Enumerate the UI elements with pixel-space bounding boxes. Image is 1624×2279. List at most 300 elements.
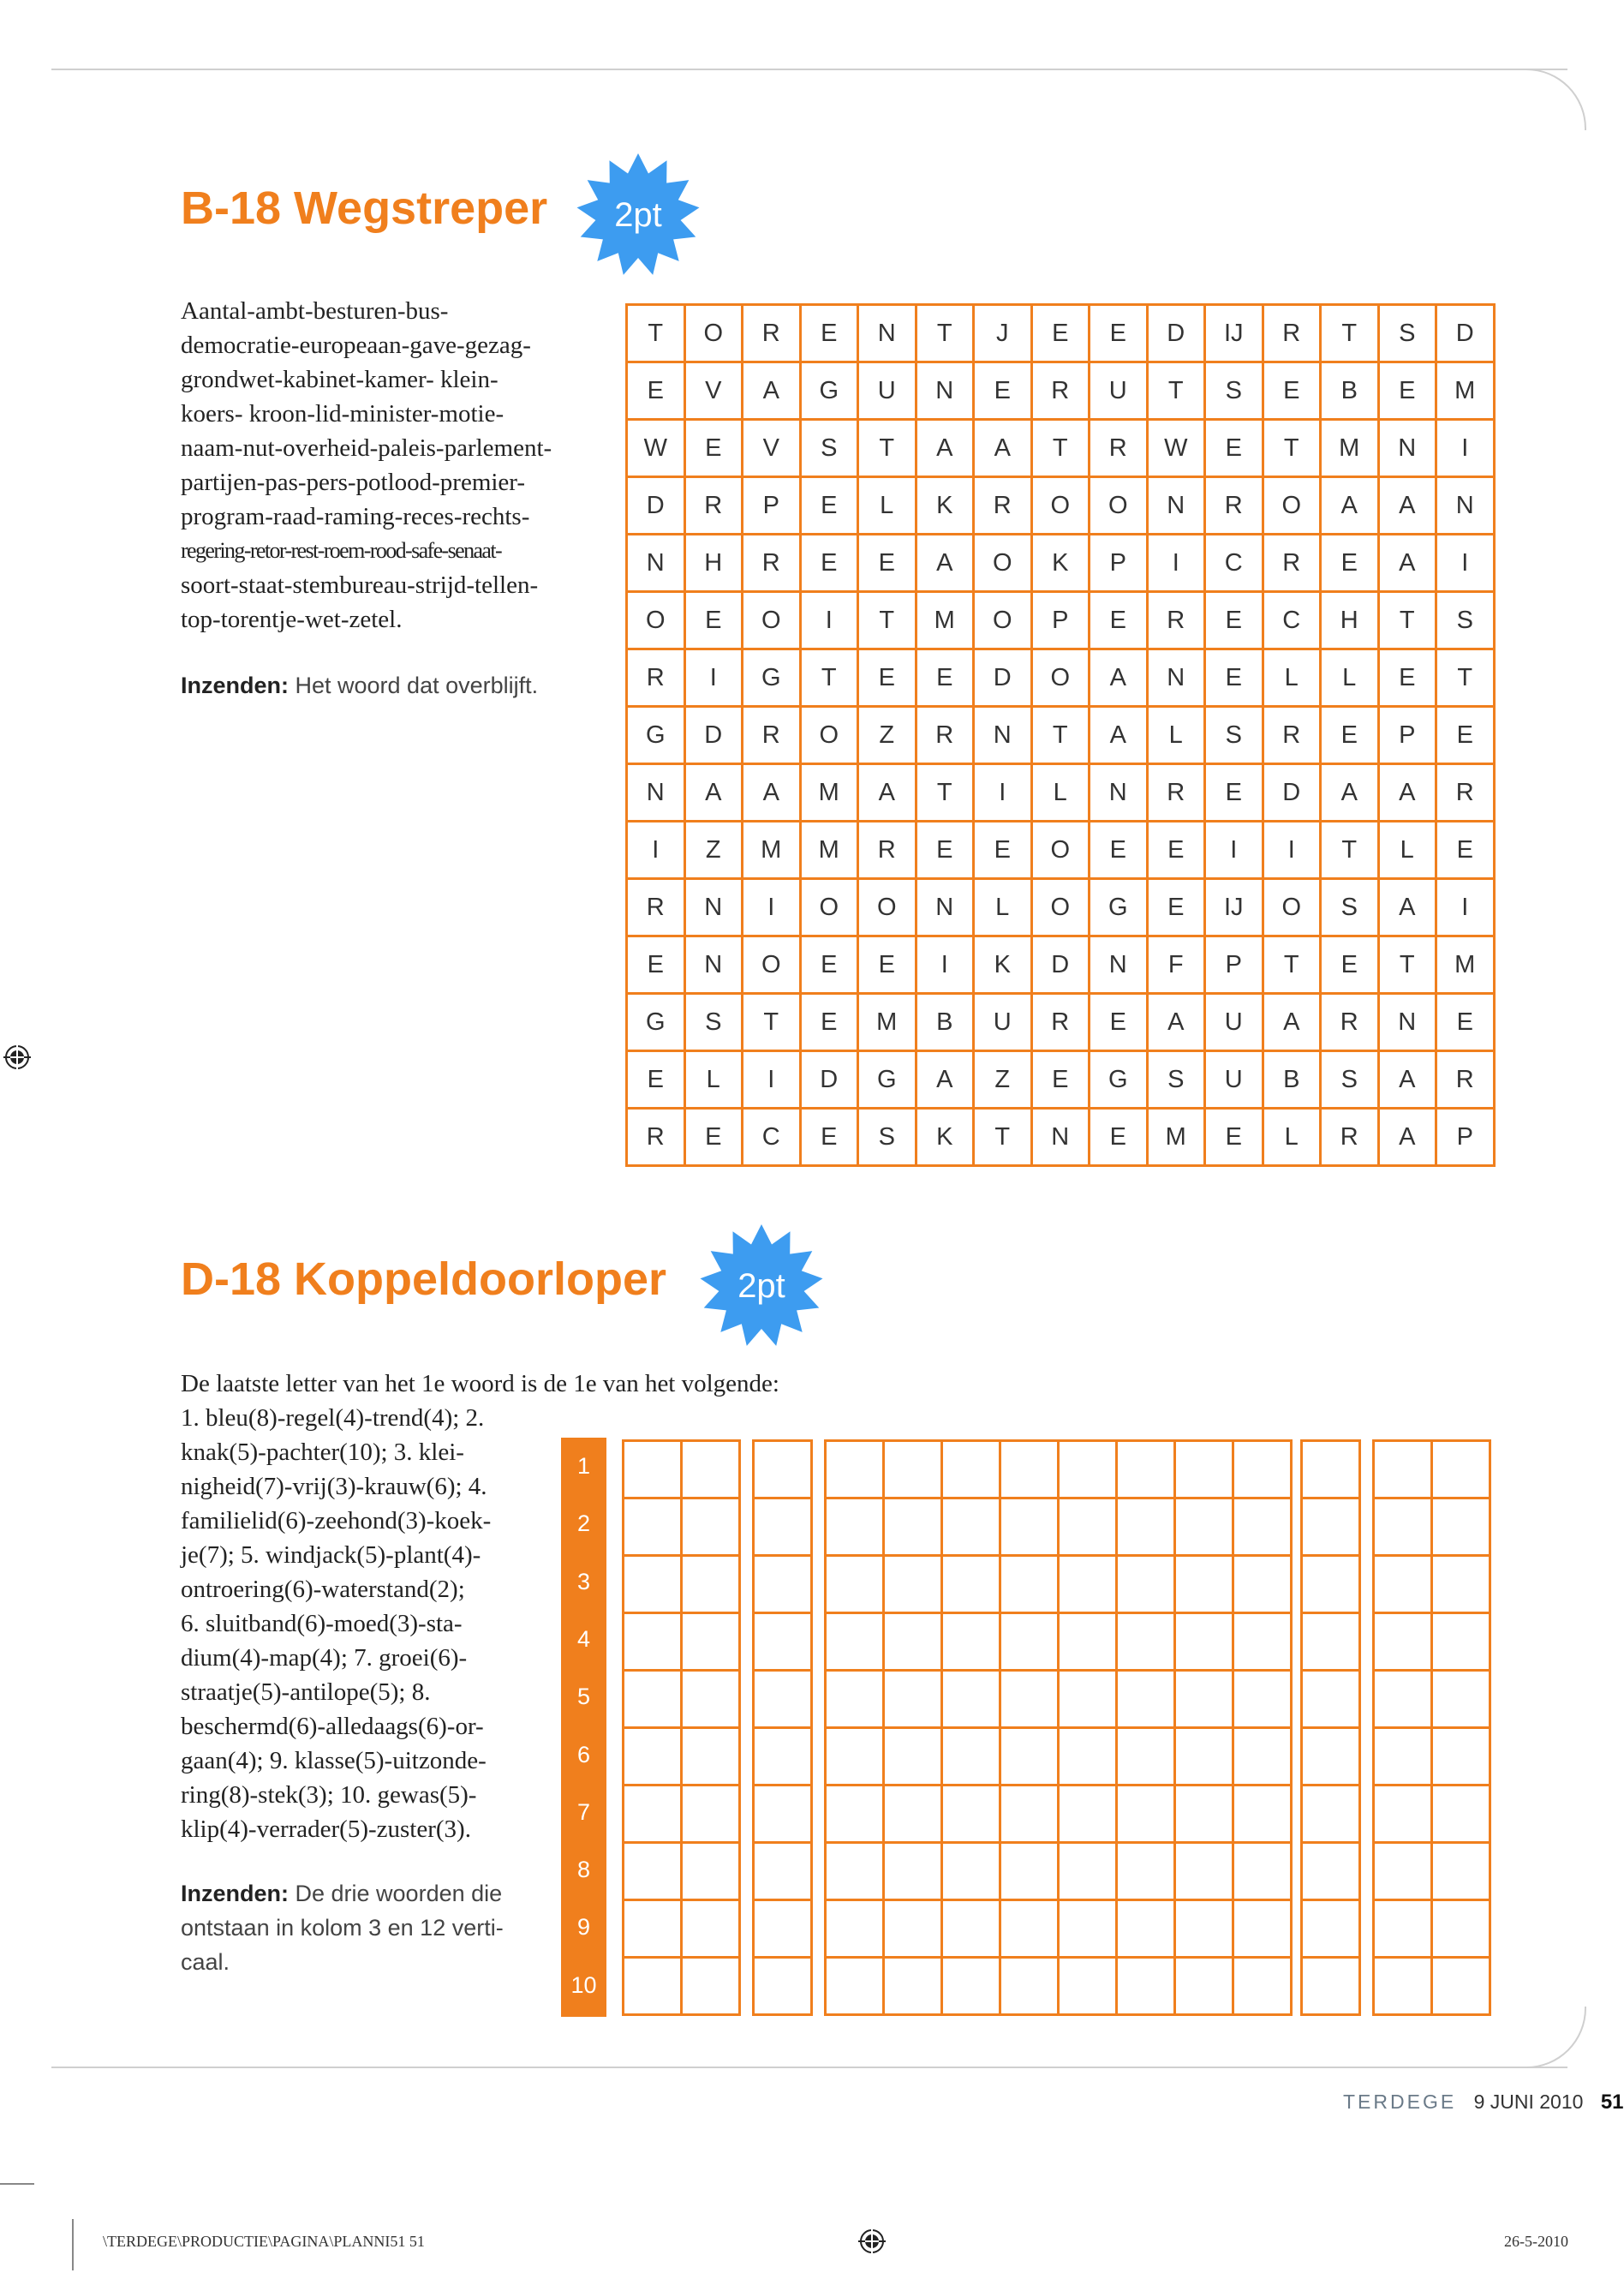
answer-cell[interactable] [1302,1958,1360,2015]
grid-cell[interactable]: D [1147,305,1205,362]
answer-cell[interactable] [1000,1556,1059,1613]
grid-cell[interactable]: T [1321,305,1379,362]
grid-cell[interactable]: S [800,420,858,477]
grid-cell[interactable]: N [1378,420,1436,477]
grid-cell[interactable]: E [800,1109,858,1166]
answer-cell[interactable] [682,1786,740,1843]
answer-cell[interactable] [1233,1498,1292,1556]
grid-cell[interactable]: E [1147,879,1205,936]
grid-cell[interactable]: S [1378,305,1436,362]
grid-cell[interactable]: R [1205,477,1263,535]
grid-cell[interactable]: T [916,764,974,822]
answer-cell[interactable] [826,1498,884,1556]
grid-cell[interactable]: T [858,592,916,649]
answer-cell[interactable] [1000,1843,1059,1900]
grid-cell[interactable]: H [684,535,743,592]
grid-cell[interactable]: IJ [1205,305,1263,362]
grid-cell[interactable]: R [627,879,685,936]
answer-cell[interactable] [1432,1958,1490,2015]
grid-cell[interactable]: E [800,994,858,1051]
grid-cell[interactable]: E [1436,822,1495,879]
grid-cell[interactable]: O [800,707,858,764]
grid-cell[interactable]: E [1031,1051,1090,1109]
grid-cell[interactable]: G [1090,1051,1148,1109]
answer-cell[interactable] [1432,1671,1490,1728]
grid-cell[interactable]: O [1263,879,1321,936]
grid-cell[interactable]: E [1321,707,1379,764]
grid-cell[interactable]: E [916,822,974,879]
grid-cell[interactable]: E [684,1109,743,1166]
grid-cell[interactable]: G [627,994,685,1051]
answer-cell[interactable] [1175,1786,1233,1843]
answer-cell[interactable] [1432,1843,1490,1900]
grid-cell[interactable]: E [974,822,1032,879]
grid-cell[interactable]: E [1205,649,1263,707]
grid-cell[interactable]: E [627,362,685,420]
answer-cell[interactable] [1175,1498,1233,1556]
grid-cell[interactable]: A [1378,477,1436,535]
grid-cell[interactable]: I [743,1051,801,1109]
grid-cell[interactable]: IJ [1205,879,1263,936]
grid-cell[interactable]: R [627,1109,685,1166]
grid-cell[interactable]: O [1090,477,1148,535]
grid-cell[interactable]: I [1436,535,1495,592]
answer-cell[interactable] [624,1613,682,1671]
answer-cell[interactable] [826,1613,884,1671]
answer-cell[interactable] [1000,1441,1059,1498]
grid-cell[interactable]: R [1263,535,1321,592]
grid-cell[interactable]: M [800,822,858,879]
grid-cell[interactable]: M [858,994,916,1051]
answer-cell[interactable] [682,1671,740,1728]
answer-cell[interactable] [624,1900,682,1958]
grid-cell[interactable]: R [1321,994,1379,1051]
answer-cell[interactable] [884,1786,942,1843]
answer-cell[interactable] [624,1958,682,2015]
grid-cell[interactable]: A [1378,1051,1436,1109]
grid-cell[interactable]: I [627,822,685,879]
answer-cell[interactable] [826,1441,884,1498]
grid-cell[interactable]: E [1436,707,1495,764]
answer-cell[interactable] [1233,1958,1292,2015]
grid-cell[interactable]: M [1147,1109,1205,1166]
grid-cell[interactable]: E [1263,362,1321,420]
grid-cell[interactable]: E [1378,362,1436,420]
answer-cell[interactable] [1175,1671,1233,1728]
grid-cell[interactable]: T [1436,649,1495,707]
grid-cell[interactable]: G [627,707,685,764]
grid-cell[interactable]: U [974,994,1032,1051]
answer-cell[interactable] [1059,1900,1117,1958]
grid-cell[interactable]: E [800,535,858,592]
grid-cell[interactable]: D [800,1051,858,1109]
answer-cell[interactable] [884,1613,942,1671]
grid-cell[interactable]: Z [684,822,743,879]
grid-cell[interactable]: T [1321,822,1379,879]
answer-cell[interactable] [1233,1671,1292,1728]
grid-cell[interactable]: N [916,362,974,420]
grid-cell[interactable]: T [1031,707,1090,764]
answer-cell[interactable] [826,1671,884,1728]
grid-cell[interactable]: N [1147,649,1205,707]
grid-cell[interactable]: S [858,1109,916,1166]
answer-cell[interactable] [1000,1786,1059,1843]
answer-cell[interactable] [1117,1728,1175,1786]
answer-cell[interactable] [754,1441,812,1498]
answer-cell[interactable] [1059,1441,1117,1498]
answer-cell[interactable] [1117,1786,1175,1843]
grid-cell[interactable]: D [627,477,685,535]
answer-cell[interactable] [942,1441,1000,1498]
grid-cell[interactable]: M [743,822,801,879]
grid-cell[interactable]: L [1378,822,1436,879]
answer-cell[interactable] [1233,1900,1292,1958]
grid-cell[interactable]: T [858,420,916,477]
grid-cell[interactable]: E [1031,305,1090,362]
answer-cell[interactable] [1059,1843,1117,1900]
grid-cell[interactable]: N [974,707,1032,764]
grid-cell[interactable]: N [858,305,916,362]
grid-cell[interactable]: N [1436,477,1495,535]
answer-cell[interactable] [624,1786,682,1843]
grid-cell[interactable]: Z [858,707,916,764]
grid-cell[interactable]: I [1436,420,1495,477]
grid-cell[interactable]: E [684,420,743,477]
grid-cell[interactable]: E [1090,592,1148,649]
answer-cell[interactable] [884,1728,942,1786]
grid-cell[interactable]: E [858,649,916,707]
grid-cell[interactable]: M [800,764,858,822]
grid-cell[interactable]: A [1263,994,1321,1051]
grid-cell[interactable]: N [684,936,743,994]
grid-cell[interactable]: U [1090,362,1148,420]
grid-cell[interactable]: D [1436,305,1495,362]
grid-cell[interactable]: N [684,879,743,936]
answer-cell[interactable] [1000,1900,1059,1958]
answer-cell[interactable] [754,1958,812,2015]
grid-cell[interactable]: N [1147,477,1205,535]
grid-cell[interactable]: L [1147,707,1205,764]
grid-cell[interactable]: E [1205,592,1263,649]
answer-cell[interactable] [682,1843,740,1900]
grid-cell[interactable]: A [974,420,1032,477]
grid-cell[interactable]: S [1321,1051,1379,1109]
grid-cell[interactable]: R [858,822,916,879]
answer-cell[interactable] [754,1613,812,1671]
grid-cell[interactable]: E [1090,994,1148,1051]
answer-cell[interactable] [1175,1900,1233,1958]
grid-cell[interactable]: O [1031,477,1090,535]
grid-cell[interactable]: E [1321,936,1379,994]
answer-cell[interactable] [1000,1498,1059,1556]
grid-cell[interactable]: B [1321,362,1379,420]
grid-cell[interactable]: I [974,764,1032,822]
grid-cell[interactable]: I [800,592,858,649]
grid-cell[interactable]: B [916,994,974,1051]
grid-cell[interactable]: A [1378,1109,1436,1166]
answer-cell[interactable] [754,1900,812,1958]
grid-cell[interactable]: N [1090,764,1148,822]
answer-cell[interactable] [682,1728,740,1786]
answer-cell[interactable] [754,1556,812,1613]
answer-cell[interactable] [1233,1441,1292,1498]
grid-cell[interactable]: O [627,592,685,649]
answer-cell[interactable] [682,1958,740,2015]
grid-cell[interactable]: E [1205,420,1263,477]
answer-cell[interactable] [1117,1441,1175,1498]
grid-cell[interactable]: M [1436,936,1495,994]
grid-cell[interactable]: O [800,879,858,936]
grid-cell[interactable]: T [1263,936,1321,994]
grid-cell[interactable]: I [1147,535,1205,592]
grid-cell[interactable]: R [1147,592,1205,649]
grid-cell[interactable]: A [1321,764,1379,822]
answer-cell[interactable] [1374,1556,1432,1613]
answer-cell[interactable] [754,1498,812,1556]
answer-cell[interactable] [884,1843,942,1900]
answer-cell[interactable] [1000,1671,1059,1728]
grid-cell[interactable]: A [1147,994,1205,1051]
answer-cell[interactable] [1233,1843,1292,1900]
grid-cell[interactable]: L [684,1051,743,1109]
answer-cell[interactable] [1117,1958,1175,2015]
answer-cell[interactable] [1059,1498,1117,1556]
answer-cell[interactable] [1175,1843,1233,1900]
grid-cell[interactable]: G [1090,879,1148,936]
answer-cell[interactable] [1374,1900,1432,1958]
answer-cell[interactable] [1059,1556,1117,1613]
grid-cell[interactable]: S [1436,592,1495,649]
grid-cell[interactable]: N [916,879,974,936]
grid-cell[interactable]: T [1378,936,1436,994]
answer-cell[interactable] [826,1728,884,1786]
answer-cell[interactable] [1175,1441,1233,1498]
answer-cell[interactable] [1374,1958,1432,2015]
grid-cell[interactable]: M [1321,420,1379,477]
grid-cell[interactable]: C [1263,592,1321,649]
answer-cell[interactable] [1117,1671,1175,1728]
answer-cell[interactable] [754,1786,812,1843]
grid-cell[interactable]: T [1147,362,1205,420]
grid-cell[interactable]: E [1436,994,1495,1051]
answer-cell[interactable] [1374,1843,1432,1900]
answer-cell[interactable] [624,1556,682,1613]
grid-cell[interactable]: A [1090,707,1148,764]
answer-cell[interactable] [1432,1613,1490,1671]
answer-cell[interactable] [1233,1728,1292,1786]
grid-cell[interactable]: R [1436,764,1495,822]
grid-cell[interactable]: P [1031,592,1090,649]
answer-cell[interactable] [1302,1900,1360,1958]
answer-cell[interactable] [624,1498,682,1556]
answer-cell[interactable] [1233,1786,1292,1843]
answer-cell[interactable] [1059,1958,1117,2015]
grid-cell[interactable]: N [1031,1109,1090,1166]
grid-cell[interactable]: A [684,764,743,822]
grid-cell[interactable]: D [974,649,1032,707]
answer-cell[interactable] [682,1613,740,1671]
answer-cell[interactable] [826,1786,884,1843]
answer-cell[interactable] [826,1556,884,1613]
grid-cell[interactable]: I [743,879,801,936]
grid-cell[interactable]: U [858,362,916,420]
grid-cell[interactable]: G [800,362,858,420]
grid-cell[interactable]: T [743,994,801,1051]
grid-cell[interactable]: O [1031,649,1090,707]
grid-cell[interactable]: A [1090,649,1148,707]
grid-cell[interactable]: D [1263,764,1321,822]
grid-cell[interactable]: P [1090,535,1148,592]
answer-cell[interactable] [1117,1900,1175,1958]
grid-cell[interactable]: P [1205,936,1263,994]
answer-cell[interactable] [1374,1786,1432,1843]
grid-cell[interactable]: U [1205,1051,1263,1109]
grid-cell[interactable]: P [1378,707,1436,764]
grid-cell[interactable]: L [858,477,916,535]
answer-cell[interactable] [884,1671,942,1728]
grid-cell[interactable]: E [627,936,685,994]
grid-cell[interactable]: E [974,362,1032,420]
answer-cell[interactable] [1432,1900,1490,1958]
grid-cell[interactable]: S [1321,879,1379,936]
grid-cell[interactable]: E [1321,535,1379,592]
grid-cell[interactable]: T [1378,592,1436,649]
answer-cell[interactable] [1432,1556,1490,1613]
answer-cell[interactable] [826,1958,884,2015]
answer-cell[interactable] [682,1441,740,1498]
answer-cell[interactable] [1302,1843,1360,1900]
answer-cell[interactable] [1000,1613,1059,1671]
grid-cell[interactable]: R [743,707,801,764]
grid-cell[interactable]: V [743,420,801,477]
answer-cell[interactable] [1233,1556,1292,1613]
answer-cell[interactable] [1117,1498,1175,1556]
grid-cell[interactable]: A [916,1051,974,1109]
grid-cell[interactable]: O [974,535,1032,592]
grid-cell[interactable]: H [1321,592,1379,649]
grid-cell[interactable]: O [743,592,801,649]
answer-cell[interactable] [942,1728,1000,1786]
answer-cell[interactable] [754,1671,812,1728]
answer-cell[interactable] [1117,1843,1175,1900]
grid-cell[interactable]: O [858,879,916,936]
answer-cell[interactable] [942,1498,1000,1556]
grid-cell[interactable]: A [916,420,974,477]
grid-cell[interactable]: R [743,305,801,362]
grid-cell[interactable]: A [858,764,916,822]
grid-cell[interactable]: P [743,477,801,535]
grid-cell[interactable]: L [974,879,1032,936]
grid-cell[interactable]: E [1205,1109,1263,1166]
answer-cell[interactable] [754,1843,812,1900]
answer-cell[interactable] [1374,1441,1432,1498]
grid-cell[interactable]: E [916,649,974,707]
answer-cell[interactable] [1059,1613,1117,1671]
answer-cell[interactable] [754,1728,812,1786]
grid-cell[interactable]: G [858,1051,916,1109]
grid-cell[interactable]: C [1205,535,1263,592]
grid-cell[interactable]: G [743,649,801,707]
grid-cell[interactable]: R [974,477,1032,535]
grid-cell[interactable]: M [1436,362,1495,420]
answer-cell[interactable] [826,1843,884,1900]
grid-cell[interactable]: Z [974,1051,1032,1109]
answer-cell[interactable] [1175,1613,1233,1671]
grid-cell[interactable]: E [684,592,743,649]
grid-cell[interactable]: I [1263,822,1321,879]
answer-cell[interactable] [1175,1556,1233,1613]
grid-cell[interactable]: K [1031,535,1090,592]
answer-cell[interactable] [884,1900,942,1958]
grid-cell[interactable]: T [800,649,858,707]
grid-cell[interactable]: S [1205,362,1263,420]
answer-cell[interactable] [624,1728,682,1786]
grid-cell[interactable]: I [1205,822,1263,879]
grid-cell[interactable]: W [627,420,685,477]
grid-cell[interactable]: O [743,936,801,994]
answer-cell[interactable] [1302,1671,1360,1728]
answer-cell[interactable] [1432,1441,1490,1498]
grid-cell[interactable]: A [1378,879,1436,936]
answer-cell[interactable] [1059,1786,1117,1843]
grid-cell[interactable]: N [627,764,685,822]
grid-cell[interactable]: N [1378,994,1436,1051]
answer-cell[interactable] [1302,1786,1360,1843]
answer-cell[interactable] [1432,1786,1490,1843]
answer-cell[interactable] [1302,1613,1360,1671]
answer-cell[interactable] [1374,1728,1432,1786]
grid-cell[interactable]: E [1378,649,1436,707]
grid-cell[interactable]: R [1436,1051,1495,1109]
grid-cell[interactable]: A [1378,764,1436,822]
grid-cell[interactable]: I [1436,879,1495,936]
answer-cell[interactable] [942,1613,1000,1671]
grid-cell[interactable]: A [743,362,801,420]
answer-cell[interactable] [942,1900,1000,1958]
answer-cell[interactable] [1374,1498,1432,1556]
answer-cell[interactable] [1302,1728,1360,1786]
answer-cell[interactable] [1302,1498,1360,1556]
answer-cell[interactable] [942,1958,1000,2015]
answer-cell[interactable] [1175,1728,1233,1786]
grid-cell[interactable]: A [916,535,974,592]
grid-cell[interactable]: R [916,707,974,764]
grid-cell[interactable]: J [974,305,1032,362]
grid-cell[interactable]: S [1147,1051,1205,1109]
grid-cell[interactable]: T [974,1109,1032,1166]
answer-cell[interactable] [1117,1613,1175,1671]
answer-cell[interactable] [1175,1958,1233,2015]
grid-cell[interactable]: E [800,936,858,994]
answer-cell[interactable] [884,1958,942,2015]
grid-cell[interactable]: R [1031,994,1090,1051]
answer-cell[interactable] [1302,1556,1360,1613]
grid-cell[interactable]: S [1205,707,1263,764]
answer-cell[interactable] [624,1843,682,1900]
grid-cell[interactable]: K [916,1109,974,1166]
grid-cell[interactable]: B [1263,1051,1321,1109]
answer-cell[interactable] [884,1556,942,1613]
grid-cell[interactable]: O [1263,477,1321,535]
grid-cell[interactable]: R [1147,764,1205,822]
grid-cell[interactable]: T [916,305,974,362]
grid-cell[interactable]: L [1321,649,1379,707]
grid-cell[interactable]: E [1090,822,1148,879]
answer-cell[interactable] [826,1900,884,1958]
grid-cell[interactable]: E [858,535,916,592]
grid-cell[interactable]: E [627,1051,685,1109]
grid-cell[interactable]: T [1263,420,1321,477]
